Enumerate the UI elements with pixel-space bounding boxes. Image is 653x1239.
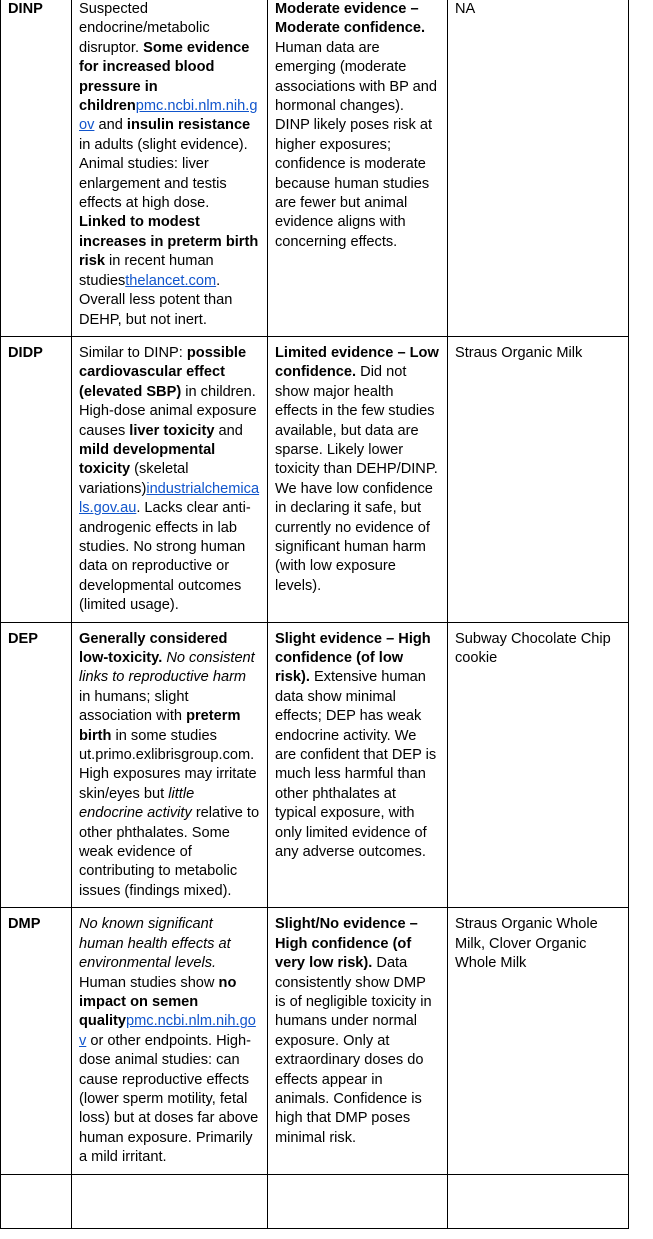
empty-cell <box>448 1174 629 1228</box>
products-cell: Straus Organic Whole Milk, Clover Organic Whole Milk <box>448 908 629 1174</box>
bold-text: Some evidence for increased blood pressure in children <box>79 39 250 115</box>
body-text: . Lacks clear anti-androgenic effects in lab studies. No strong human data on reproductive or developmental outcomes (limited usage). <box>79 500 251 614</box>
source-link[interactable]: pmc.ncbi.nlm.nih.gov <box>79 1013 256 1049</box>
table-row-dmp <box>1 908 629 1174</box>
evidence-cell <box>268 0 448 336</box>
source-link[interactable]: industrialchemicals.gov.au <box>79 480 260 517</box>
chemical-name: DINP <box>1 0 72 336</box>
bold-text: Limited evidence – Low confidence. <box>275 344 439 381</box>
chemical-name: DIDP <box>1 336 72 622</box>
health-effects-cell <box>72 336 268 622</box>
bold-text: no impact on semen quality <box>79 974 237 1030</box>
bold-text: Linked to modest increases in preterm birth risk <box>79 214 259 270</box>
body-text: Did not show major health effects in the few studies available, but data are sparse. Likely lower toxicity than DEHP/DINP. We have low confidence in declaring it safe, but currently no evidence of significant human harm (with low exposure levels). <box>275 364 438 594</box>
source-link[interactable]: thelancet.com <box>125 272 217 289</box>
empty-cell <box>1 1174 72 1228</box>
products-cell: Straus Organic Milk <box>448 336 629 622</box>
body-text: (skeletal variations) <box>79 461 189 497</box>
bold-text: Slight/No evidence – High confidence (of very low risk). <box>275 916 418 972</box>
health-effects-cell <box>72 622 268 908</box>
bold-text: insulin resistance <box>126 117 251 134</box>
table-row-dep <box>1 622 629 908</box>
italic-text: No consistent links to reproductive harm <box>79 650 255 686</box>
italic-text: No known significant human health effects at environmental levels. <box>79 916 231 972</box>
body-text: in children. High-dose animal exposure causes <box>79 383 257 439</box>
bold-text: possible cardiovascular effect (elevated SBP) <box>79 344 247 400</box>
body-text: Suspected endocrine/metabolic disruptor. <box>79 1 210 56</box>
body-text: Human data are emerging (moderate associations with BP and hormonal changes). DINP likely poses risk at higher exposures; confidence is moderate because human studies are fewer but animal evidence aligns with concerning effects. <box>275 39 437 250</box>
health-effects-cell <box>72 0 268 336</box>
source-link[interactable]: pmc.ncbi.nlm.nih.gov <box>79 98 258 134</box>
body-text: and <box>214 422 243 439</box>
health-effects-cell <box>72 908 268 1174</box>
bold-text: mild developmental toxicity <box>79 441 216 478</box>
body-text: Similar to DINP: <box>79 344 187 361</box>
products-cell: NA <box>448 0 629 336</box>
table-row-didp <box>1 336 629 622</box>
table-row-dinp <box>1 0 629 336</box>
italic-text: little endocrine activity <box>79 785 195 822</box>
bold-text: Moderate evidence – Moderate confidence. <box>275 1 426 37</box>
bold-text: Slight evidence – High confidence (of low risk). <box>275 630 431 686</box>
body-text: Human studies show <box>79 974 219 991</box>
body-text: and <box>94 117 127 134</box>
evidence-cell <box>268 622 448 908</box>
body-text: Data consistently show DMP is of negligible toxicity in humans under normal exposure. Only at extraordinary doses do effects appear in animals. Confidence is high that DMP poses minimal risk. <box>275 955 432 1146</box>
body-text: . Overall less potent than DEHP, but not inert. <box>79 272 233 328</box>
empty-cell <box>268 1174 448 1228</box>
empty-cell <box>72 1174 268 1228</box>
products-cell: Subway Chocolate Chip cookie <box>448 622 629 908</box>
bold-text: preterm birth <box>79 708 241 744</box>
table-row-next <box>1 1174 629 1228</box>
bold-text: liver toxicity <box>129 422 215 439</box>
body-text: in some studies ut.primo.exlibrisgroup.com. High exposures may irritate skin/eyes but <box>79 727 257 802</box>
bold-text: Generally considered low-toxicity. <box>79 630 228 666</box>
evidence-cell <box>268 336 448 622</box>
body-text: relative to other phthalates. Some weak evidence of contributing to metabolic issues (findings mixed). <box>79 805 260 899</box>
evidence-cell <box>268 908 448 1174</box>
body-text: in humans; slight association with <box>79 688 189 725</box>
chemical-name: DEP <box>1 622 72 908</box>
body-text: in recent human studies <box>79 253 214 289</box>
body-text: in adults (slight evidence). Animal studies: liver enlargement and testis effects at high dose. <box>79 136 248 212</box>
body-text: Extensive human data show minimal effects; DEP has weak endocrine activity. We are confident that DEP is much less harmful than other phthalates at typical exposure, with only limited evidence of any adverse outcomes. <box>275 669 437 861</box>
chemical-name: DMP <box>1 908 72 1174</box>
body-text: or other endpoints. High-dose animal studies: can cause reproductive effects (lower sperm motility, fetal loss) but at doses far above human exposure. Primarily a mild irritant. <box>79 1032 259 1166</box>
